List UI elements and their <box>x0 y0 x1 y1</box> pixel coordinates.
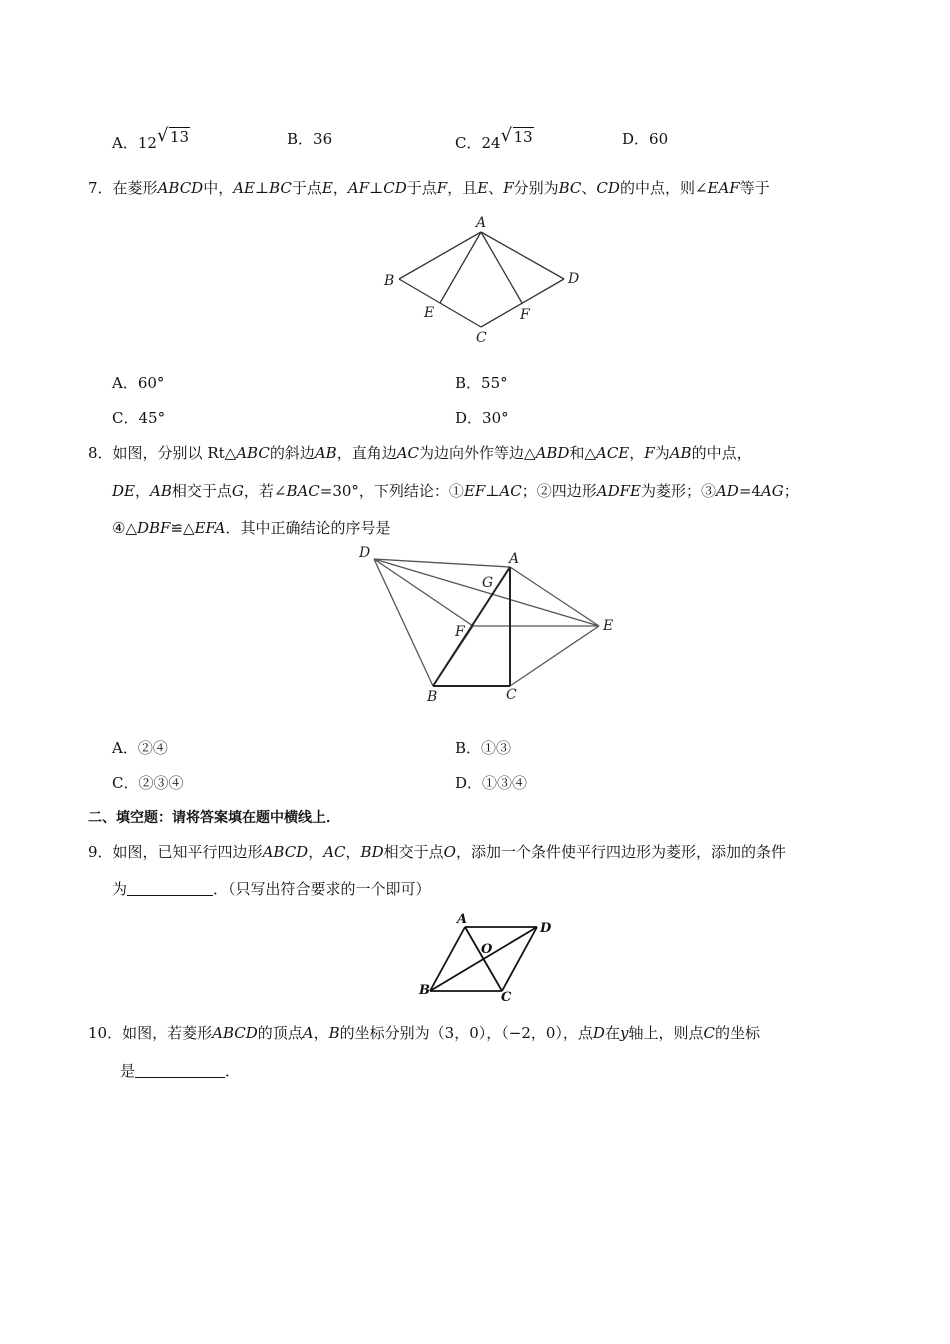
q9-stem-line-1 <box>88 841 786 862</box>
label-c: C <box>506 687 517 703</box>
math: BC <box>269 179 292 197</box>
text: ， <box>308 843 324 861</box>
math: CD <box>596 179 620 197</box>
q7-option-b <box>455 372 508 393</box>
label-a: A <box>509 551 520 567</box>
math: ADFE <box>596 482 641 500</box>
option-text: 45° <box>138 409 166 427</box>
math: y <box>619 1024 629 1042</box>
edge-da <box>481 232 564 279</box>
coef: 12 <box>137 134 157 152</box>
text: 于点 <box>406 179 437 197</box>
text: 等于 <box>739 179 770 197</box>
label-d: D <box>568 271 580 287</box>
text: ， <box>313 1024 329 1042</box>
math: AB <box>314 444 337 462</box>
text: 如图，分别以 Rt△ <box>112 444 237 462</box>
sqrt-expression: √ 13 <box>500 125 533 146</box>
option-text: 36 <box>313 130 333 148</box>
q8-option-d <box>455 772 527 793</box>
text: ， <box>332 179 348 197</box>
text: 相交于点 <box>171 482 232 500</box>
text: 轴上，则点 <box>628 1024 704 1042</box>
label-c: C <box>476 330 487 346</box>
text: 相交于点 <box>383 843 444 861</box>
math: AD <box>715 482 739 500</box>
q8-stem-line-2 <box>112 480 799 501</box>
label-b: B <box>384 273 395 289</box>
math: E <box>321 179 333 197</box>
option-letter: D． <box>622 130 650 148</box>
text: 的坐标 <box>714 1024 760 1042</box>
segment-ae <box>510 567 599 626</box>
text: ． <box>225 1062 241 1080</box>
math: B <box>328 1024 340 1042</box>
coef: 24 <box>481 134 501 152</box>
q7-option-a <box>112 372 164 393</box>
label-e: E <box>603 618 614 634</box>
label-d: D <box>540 921 552 936</box>
text: ，且 <box>447 179 478 197</box>
math: BD <box>360 843 384 861</box>
option-letter: A． <box>112 739 138 757</box>
segment-ae <box>440 232 481 303</box>
label-d: D <box>359 545 371 561</box>
text: 、 <box>581 179 597 197</box>
section-heading: 二、填空题：请将答案填在题中横线上． <box>88 810 340 826</box>
q6-option-a <box>112 125 190 153</box>
symbol: ⊥ <box>255 179 270 197</box>
math: DE <box>112 482 135 500</box>
q7-option-d <box>455 407 509 428</box>
radicand: 13 <box>169 128 190 146</box>
math: AC <box>323 843 346 861</box>
math: AE <box>233 179 256 197</box>
math: DBF <box>136 519 171 537</box>
answer-blank[interactable] <box>135 1063 225 1078</box>
q6-option-d <box>622 128 668 149</box>
option-letter: B． <box>455 374 482 392</box>
text: ， <box>345 843 361 861</box>
math: ABCD <box>157 179 204 197</box>
option-letter: B． <box>287 130 314 148</box>
math: EF <box>463 482 486 500</box>
text: 在菱形 <box>112 179 158 197</box>
q8-option-c <box>112 772 184 793</box>
math: AG <box>760 482 784 500</box>
math: ABD <box>535 444 570 462</box>
math: F <box>503 179 514 197</box>
math: G <box>231 482 244 500</box>
text: 中， <box>203 179 234 197</box>
text: ，若∠ <box>243 482 287 500</box>
q10-stem-line-2 <box>120 1060 240 1081</box>
q7-option-c <box>112 407 165 428</box>
text: ，直角边 <box>336 444 397 462</box>
label-f: F <box>455 624 465 640</box>
option-letter: B． <box>455 739 482 757</box>
question-number: 10． <box>88 1024 123 1042</box>
text: ， <box>629 444 645 462</box>
text: ．（只写出符合要求的一个即可） <box>213 880 431 898</box>
math: AC <box>499 482 522 500</box>
radicand: 13 <box>513 128 533 146</box>
text: 如图，已知平行四边形 <box>112 843 263 861</box>
q9-stem-line-2 <box>112 878 431 899</box>
math: F <box>644 444 655 462</box>
label-o: O <box>481 942 493 957</box>
text: =30°，下列结论：① <box>319 482 464 500</box>
q8-figure <box>355 540 625 708</box>
math: BAC <box>286 482 320 500</box>
label-c: C <box>501 990 512 1005</box>
text: 在 <box>604 1024 620 1042</box>
symbol: ⊥ <box>369 179 384 197</box>
option-letter: D． <box>455 409 483 427</box>
text: 分别为 <box>513 179 559 197</box>
math: BC <box>558 179 582 197</box>
question-number: 8． <box>88 444 113 462</box>
q8-stem-line-3 <box>112 517 390 538</box>
text: 的中点， <box>691 444 752 462</box>
segment-af <box>481 232 522 303</box>
math: C <box>703 1024 715 1042</box>
math: EFA <box>194 519 226 537</box>
text: 是 <box>120 1062 136 1080</box>
option-text: 60 <box>649 130 669 148</box>
math: A <box>302 1024 314 1042</box>
q6-option-c <box>455 125 534 153</box>
math: EAF <box>707 179 740 197</box>
q8-option-b <box>455 737 511 758</box>
option-text: ②④ <box>137 739 168 757</box>
text: 为 <box>112 880 128 898</box>
segment-de <box>374 559 599 626</box>
label-a: A <box>476 215 487 231</box>
q8-stem-line-1 <box>88 442 752 463</box>
label-f: F <box>520 307 530 323</box>
text: 的坐标分别为（3，0），（−2，0），点 <box>339 1024 593 1042</box>
answer-blank[interactable] <box>127 881 213 896</box>
math: AB <box>669 444 692 462</box>
option-letter: D． <box>455 774 483 792</box>
text: ，添加一个条件使平行四边形为菱形，添加的条件 <box>455 843 786 861</box>
q10-stem-line-1 <box>88 1022 760 1043</box>
option-text: 60° <box>137 374 165 392</box>
math: AC <box>396 444 420 462</box>
option-text: 30° <box>482 409 509 427</box>
math: E <box>477 179 489 197</box>
math: CD <box>383 179 407 197</box>
option-text: ①③ <box>481 739 512 757</box>
math: AB <box>150 482 172 500</box>
option-letter: C． <box>455 134 482 152</box>
text: ； <box>783 482 799 500</box>
text: 的中点，则∠ <box>619 179 708 197</box>
math: AF <box>347 179 370 197</box>
segment-ce <box>510 626 599 686</box>
label-g: G <box>482 575 494 591</box>
label-b: B <box>427 689 438 705</box>
text: ≌△ <box>170 519 195 537</box>
option-letter: C． <box>112 409 139 427</box>
text: 于点 <box>291 179 322 197</box>
segment-db <box>374 559 433 686</box>
q8-option-a <box>112 737 168 758</box>
option-text: ①③④ <box>482 774 528 792</box>
math: ABCD <box>212 1024 258 1042</box>
option-letter: C． <box>112 774 139 792</box>
text: ；②四边形 <box>521 482 597 500</box>
sqrt-expression: √ 13 <box>156 125 190 146</box>
text: =4 <box>738 482 761 500</box>
diagonal-bd <box>430 927 537 991</box>
text: 和△ <box>569 444 596 462</box>
q6-option-b <box>287 128 332 149</box>
label-e: E <box>424 305 435 321</box>
text: ⊥ <box>485 482 500 500</box>
text: 如图，若菱形 <box>122 1024 213 1042</box>
q7-stem <box>88 177 770 198</box>
q7-rhombus-figure <box>370 210 590 350</box>
math: ACE <box>596 444 630 462</box>
text: ．其中正确结论的序号是 <box>225 519 391 537</box>
segment-da <box>374 559 510 567</box>
q9-parallelogram-figure <box>410 908 560 1005</box>
text: ④△ <box>112 519 137 537</box>
text: 为 <box>654 444 670 462</box>
text: 为边向外作等边△ <box>419 444 536 462</box>
edge-ab <box>399 232 481 279</box>
label-b: B <box>419 983 430 998</box>
text: 的顶点 <box>257 1024 303 1042</box>
math: O <box>443 843 456 861</box>
option-text: ②③④ <box>138 774 184 792</box>
math: ABC <box>236 444 270 462</box>
option-text: 55° <box>481 374 508 392</box>
option-letter: A． <box>112 134 138 152</box>
text: ， <box>134 482 150 500</box>
label-a: A <box>457 912 468 927</box>
option-letter: A． <box>112 374 138 392</box>
text: 的斜边 <box>269 444 315 462</box>
text: 为菱形；③ <box>640 482 716 500</box>
math: ABCD <box>262 843 309 861</box>
text: 、 <box>488 179 504 197</box>
question-number: 9． <box>88 843 113 861</box>
math: D <box>592 1024 605 1042</box>
question-number: 7． <box>88 179 113 197</box>
math: F <box>436 179 448 197</box>
